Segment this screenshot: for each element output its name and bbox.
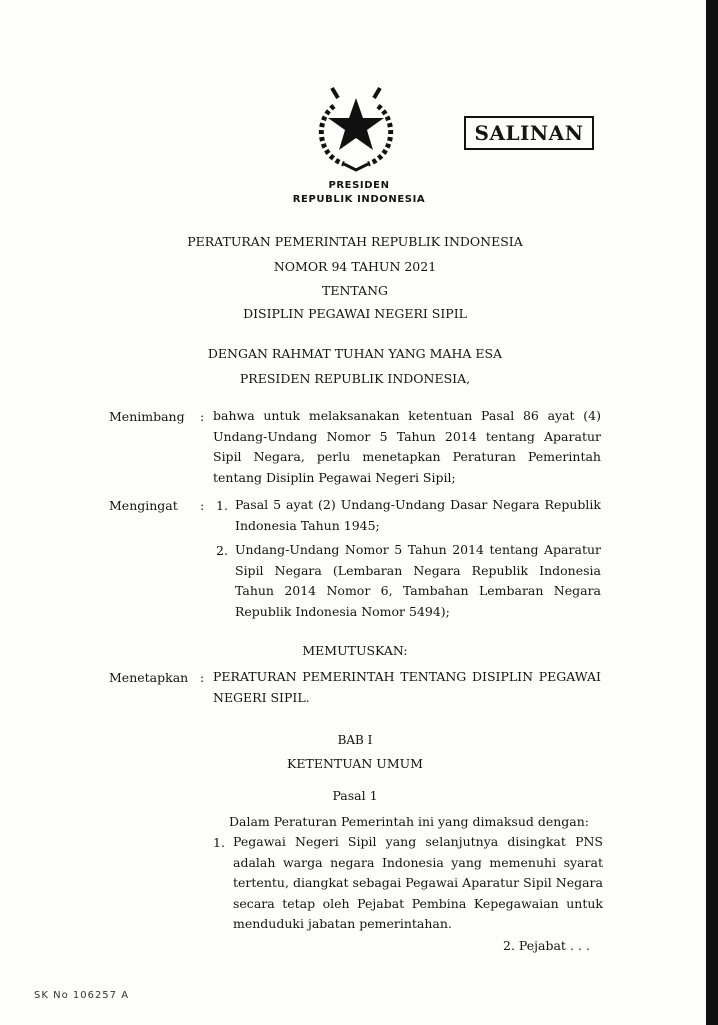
regulation-about: TENTANG (321, 283, 388, 298)
pasal-title: Pasal 1 (332, 788, 378, 803)
president-line: PRESIDEN REPUBLIK INDONESIA, (239, 371, 471, 386)
grace-formula: DENGAN RAHMAT TUHAN YANG MAHA ESA (207, 346, 503, 361)
regulation-title: PERATURAN PEMERINTAH REPUBLIK INDONESIA (187, 234, 523, 249)
menetapkan-label: Menetapkan (109, 670, 189, 685)
salinan-stamp: SALINAN (464, 116, 594, 150)
regulation-number: NOMOR 94 TAHUN 2021 (273, 259, 437, 274)
memutuskan-heading: MEMUTUSKAN: (302, 643, 408, 658)
menetapkan-text: PERATURAN PEMERINTAH TENTANG DISIPLIN PEGAWAI NEGERI SIPIL. (213, 669, 601, 705)
menimbang-label: Menimbang (109, 409, 185, 424)
garuda-emblem-icon (304, 76, 408, 172)
mengingat-label: Mengingat (109, 498, 178, 513)
bab-title: KETENTUAN UMUM (287, 756, 423, 771)
regulation-subject: DISIPLIN PEGAWAI NEGERI SIPIL (243, 306, 467, 321)
page-continuation: 2. Pejabat . . . (503, 938, 590, 953)
mengingat-colon: : (200, 498, 205, 513)
mengingat-item-1-num: 1. (216, 498, 228, 513)
menimbang-colon: : (200, 409, 205, 424)
institution-line1: PRESIDEN (328, 180, 390, 191)
mengingat-item-2-text: Undang-Undang Nomor 5 Tahun 2014 tentang Aparatur Sipil Negara (Lembaran Negara Republik Indonesia Tahun 2014 Nomor 6, Tambahan Lembaran Negara Republik Indonesia Nomor 5494); (235, 542, 601, 619)
pasal-intro: Dalam Peraturan Pemerintah ini yang dimaksud dengan: (229, 814, 590, 829)
mengingat-item-2-num: 2. (216, 543, 228, 558)
pasal-item-1-text: Pegawai Negeri Sipil yang selanjutnya disingkat PNS adalah warga negara Indonesia yang memenuhi syarat tertentu, diangkat sebagai Pegawai Aparatur Sipil Negara secara tetap oleh Pejabat Pembina Kepegawaian untuk menduduki jabatan pemerintahan. (233, 834, 603, 931)
pasal-item-1-num: 1. (213, 835, 225, 850)
menimbang-text: bahwa untuk melaksanakan ketentuan Pasal 86 ayat (4) Undang-Undang Nomor 5 Tahun 2014 tentang Aparatur Sipil Negara, perlu menetapkan Peraturan Pemerintah tentang Disiplin Pegawai Negeri Sipil; (213, 408, 601, 485)
mengingat-item-1-text: Pasal 5 ayat (2) Undang-Undang Dasar Negara Republik Indonesia Tahun 1945; (235, 497, 601, 533)
institution-line2: REPUBLIK INDONESIA (292, 194, 426, 205)
bab-number: BAB I (337, 733, 373, 747)
menetapkan-colon: : (200, 670, 205, 685)
document-code: SK No 106257 A (34, 990, 130, 1001)
scan-edge (706, 0, 718, 1025)
